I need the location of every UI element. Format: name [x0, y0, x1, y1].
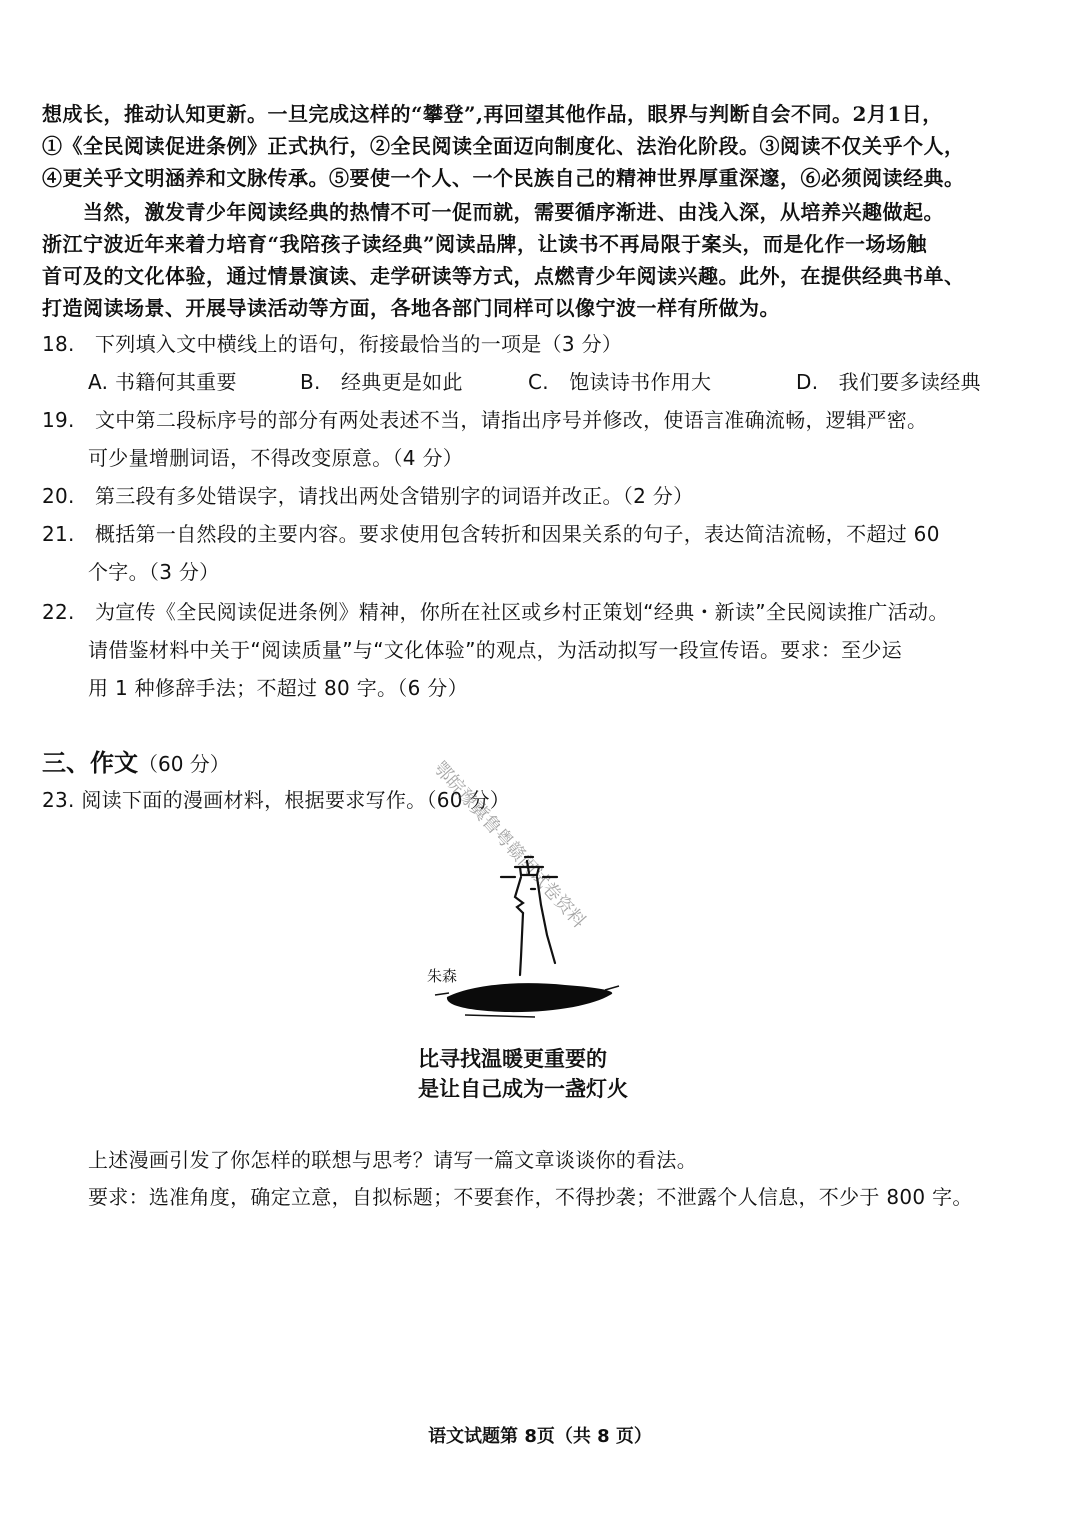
- question-23: 23. 阅读下面的漫画材料，根据要求写作。（60 分）: [42, 788, 511, 812]
- passage-line: ④更关乎文明涵养和文脉传承。⑤要使一个人、一个民族自己的精神世界厚重深邃，⑥必须阅读经典。: [42, 166, 965, 190]
- option-b: B. 经典更是如此: [300, 370, 463, 394]
- passage-line: 打造阅读场景、开展导读活动等方面，各地各部门同样可以像宁波一样有所做为。: [42, 296, 780, 320]
- section-score: （60 分）: [138, 752, 230, 776]
- question-21-cont: 个字。（3 分）: [88, 560, 220, 584]
- question-22: 22. 为宣传《全民阅读促进条例》精神，你所在社区或乡村正策划“经典・新读”全民阅读推广活动。: [42, 600, 949, 624]
- option-a: A. 书籍何其重要: [88, 370, 237, 394]
- watermark: 鄂皖豫冀鲁粤赣闽试卷资料: [429, 757, 590, 933]
- section-three-heading: [42, 746, 230, 781]
- comic-caption-line1: 比寻找温暖更重要的: [418, 1047, 607, 1071]
- writing-requirements: 要求：选准角度，确定立意，自拟标题；不要套作，不得抄袭；不泄露个人信息，不少于 800 字。: [88, 1185, 973, 1209]
- option-d: D. 我们要多读经典: [796, 370, 981, 394]
- passage-line: 浙江宁波近年来着力培育“我陪孩子读经典”阅读品牌，让读书不再局限于案头，而是化作一场场触: [42, 232, 928, 256]
- question-19: 19. 文中第二段标序号的部分有两处表述不当，请指出序号并修改，使语言准确流畅，逻辑严密。: [42, 408, 928, 432]
- question-19-cont: 可少量增删词语，不得改变原意。（4 分）: [88, 446, 464, 470]
- question-18: 18. 下列填入文中横线上的语句，衔接最恰当的一项是（3 分）: [42, 332, 623, 356]
- question-22-cont: 请借鉴材料中关于“阅读质量”与“文化体验”的观点，为活动拟写一段宣传语。要求：至少运: [88, 638, 903, 662]
- comic-signature: 朱森: [427, 967, 458, 985]
- passage-line: ①《全民阅读促进条例》正式执行，②全民阅读全面迈向制度化、法治化阶段。③阅读不仅关乎个人，: [42, 134, 965, 158]
- section-title: 三、作文: [42, 749, 138, 777]
- question-22-cont: 用 1 种修辞手法；不超过 80 字。（6 分）: [88, 676, 468, 700]
- passage-line: 首可及的文化体验，通过情景演读、走学研读等方式，点燃青少年阅读兴趣。此外，在提供经典书单、: [42, 264, 965, 288]
- passage-line: 想成长，推动认知更新。一旦完成这样的“攀登”,再回望其他作品，眼界与判断自会不同。2月1日，: [42, 102, 943, 126]
- comic-caption-line2: 是让自己成为一盏灯火: [418, 1077, 628, 1101]
- page-footer: 语文试题第 8页（共 8 页）: [428, 1426, 652, 1447]
- option-c: C. 饱读诗书作用大: [528, 370, 712, 394]
- question-21: 21. 概括第一自然段的主要内容。要求使用包含转折和因果关系的句子，表达简洁流畅，不超过 60: [42, 522, 940, 546]
- writing-prompt: 上述漫画引发了你怎样的联想与思考？请写一篇文章谈谈你的看法。: [88, 1148, 697, 1172]
- passage-line: 当然，激发青少年阅读经典的热情不可一促而就，需要循序渐进、由浅入深，从培养兴趣做起。: [42, 200, 944, 224]
- question-20: 20. 第三段有多处错误字，请找出两处含错别字的词语并改正。（2 分）: [42, 484, 694, 508]
